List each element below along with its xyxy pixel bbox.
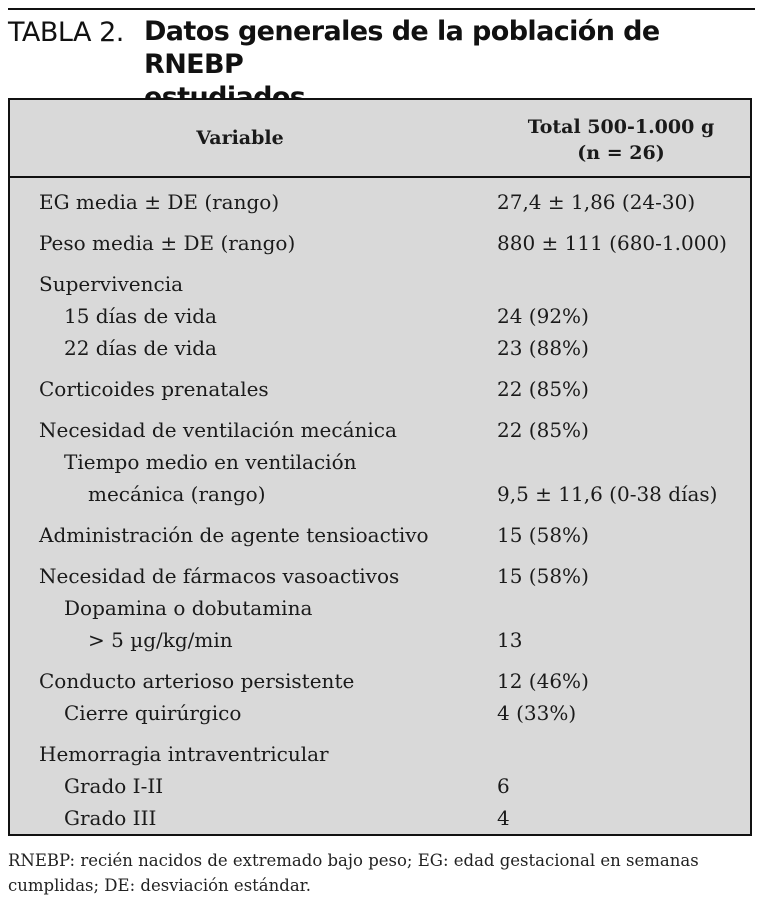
- row-variable: Necesidad de ventilación mecánica: [39, 418, 397, 442]
- row-value: 24 (92%): [497, 304, 589, 328]
- header-total-line-1: Total 500-1.000 g: [527, 116, 715, 138]
- row-value: 12 (46%): [497, 669, 589, 693]
- row-value: 13: [497, 628, 523, 652]
- row-value: 9,5 ± 11,6 (0-38 días): [497, 482, 718, 506]
- table-footnote: RNEBP: recién nacidos de extremado bajo peso; EG: edad gestacional en semanas cumplidas; DE: desviación estándar.: [8, 851, 699, 895]
- row-value: 15 (58%): [497, 523, 589, 547]
- row-variable: EG media ± DE (rango): [39, 190, 280, 214]
- header-variable: Variable: [196, 127, 284, 149]
- row-variable: > 5 µg/kg/min: [88, 628, 233, 652]
- row-variable: Necesidad de fármacos vasoactivos: [39, 564, 400, 588]
- table-label: TABLA 2.: [8, 17, 124, 48]
- row-variable: 15 días de vida: [64, 304, 217, 328]
- header-total: [496, 114, 746, 166]
- row-variable: 22 días de vida: [64, 336, 217, 360]
- row-value: 4: [497, 806, 510, 830]
- row-value: 6: [497, 774, 510, 798]
- row-variable: mecánica (rango): [88, 482, 266, 506]
- row-value: 23 (88%): [497, 336, 589, 360]
- row-variable: Grado I-II: [64, 774, 164, 798]
- row-variable: Dopamina o dobutamina: [64, 596, 313, 620]
- row-variable: Grado III: [64, 806, 157, 830]
- row-variable: Supervivencia: [39, 272, 184, 296]
- row-value: 880 ± 111 (680-1.000): [497, 231, 727, 255]
- data-table: [8, 98, 752, 836]
- row-value: 15 (58%): [497, 564, 589, 588]
- row-value: 27,4 ± 1,86 (24-30): [497, 190, 696, 214]
- row-value: 22 (85%): [497, 418, 589, 442]
- row-value: 4 (33%): [497, 701, 577, 725]
- row-variable: Hemorragia intraventricular: [39, 742, 329, 766]
- table-header: [10, 100, 750, 178]
- row-variable: Tiempo medio en ventilación: [64, 450, 357, 474]
- row-value: 22 (85%): [497, 377, 589, 401]
- row-variable: Conducto arterioso persistente: [39, 669, 355, 693]
- table-title-line-1: Datos generales de la población de RNEBP: [144, 16, 660, 80]
- top-rule: [8, 8, 755, 10]
- row-variable: Administración de agente tensioactivo: [39, 523, 429, 547]
- row-variable: Cierre quirúrgico: [64, 701, 242, 725]
- row-variable: Peso media ± DE (rango): [39, 231, 296, 255]
- row-variable: Corticoides prenatales: [39, 377, 269, 401]
- header-total-line-2: (n = 26): [577, 142, 665, 164]
